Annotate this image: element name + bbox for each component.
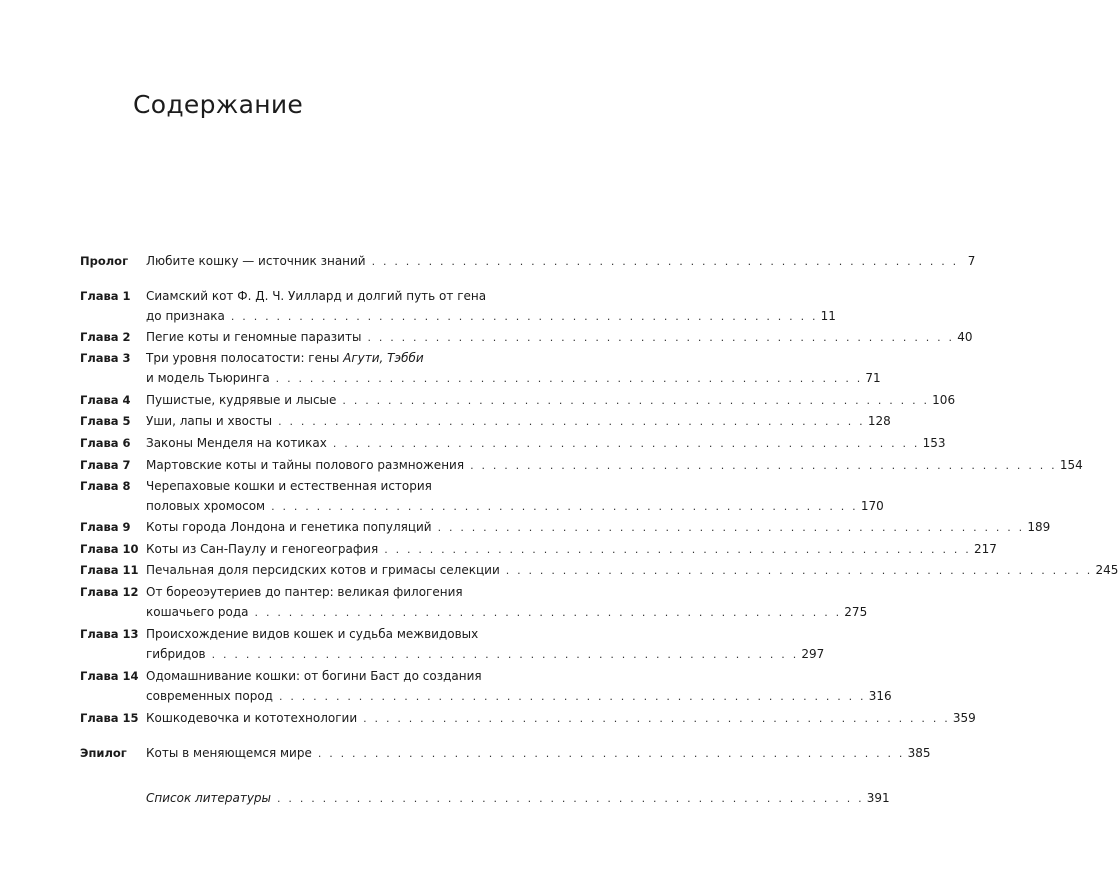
entry-title-line: [146, 666, 515, 686]
entry-title: Законы Менделя на котиках: [146, 436, 327, 450]
entry-title-line: [146, 327, 973, 347]
entry-title: Пушистые, кудрявые и лысые: [146, 393, 337, 407]
leader-dots: . . . . . . . . . . . . . . . . . . . . . . . . . . . . . . . . . . . . . . . . . . . . . . . . . . . .: [505, 564, 1093, 577]
entry-title-line: [146, 390, 956, 410]
entry-label: Глава 7: [80, 458, 131, 472]
entry-title-line-2: [146, 306, 836, 326]
entry-title: Печальная доля персидских котов и гримасы селекции: [146, 563, 500, 577]
entry-label: Глава 6: [80, 436, 131, 450]
leader-dots: . . . . . . . . . . . . . . . . . . . . . . . . . . . . . . . . . . . . . . . . . . . . . . . . . . . .: [342, 394, 930, 407]
entry-label: Глава 8: [80, 479, 131, 493]
entry-label: Глава 9: [80, 520, 131, 534]
entry-title: Одомашнивание кошки: от богини Баст до создания: [146, 669, 482, 683]
leader-dots: . . . . . . . . . . . . . . . . . . . . . . . . . . . . . . . . . . . . . . . . . . . . . . . . . . . .: [275, 372, 863, 385]
entry-title-cont: современных пород: [146, 689, 273, 703]
entry-title-cont: и модель Тьюринга: [146, 371, 270, 385]
entry-title: Пегие коты и геномные паразиты: [146, 330, 362, 344]
entry-label: Глава 5: [80, 414, 131, 428]
leader-dots: . . . . . . . . . . . . . . . . . . . . . . . . . . . . . . . . . . . . . . . . . . . . . . . . . . . .: [367, 331, 955, 344]
entry-title: Список литературы: [146, 791, 272, 805]
entry-title-italic: Агути, Тэбби: [343, 351, 424, 365]
entry-title-line: [146, 286, 515, 306]
entry-title-line: [146, 476, 515, 496]
entry-label: Глава 15: [80, 711, 139, 725]
entry-title-line: [146, 348, 515, 368]
entry-label: Глава 13: [80, 627, 139, 641]
entry-title-line-2: [146, 368, 881, 388]
entry-title-line: [146, 582, 515, 602]
entry-label: Пролог: [80, 254, 129, 268]
leader-dots: . . . . . . . . . . . . . . . . . . . . . . . . . . . . . . . . . . . . . . . . . . . . . . . . . . . .: [230, 310, 818, 323]
entry-title: Коты в меняющемся мире: [146, 746, 312, 760]
entry-title: Три уровня полосатости: гены: [146, 351, 344, 365]
entry-label: Глава 11: [80, 563, 139, 577]
entry-page: 245: [1095, 563, 1118, 577]
entry-label: Глава 12: [80, 585, 139, 599]
entry-page: 391: [866, 791, 890, 805]
entry-title-line: [146, 708, 976, 728]
entry-page: 189: [1027, 520, 1051, 534]
leader-dots: . . . . . . . . . . . . . . . . . . . . . . . . . . . . . . . . . . . . . . . . . . . . . . . . . . . .: [371, 255, 959, 268]
entry-page: 359: [952, 711, 976, 725]
entry-title-line: [146, 433, 946, 453]
entry-page: 170: [860, 499, 884, 513]
entry-title: Мартовские коты и тайны полового размножения: [146, 458, 465, 472]
entry-label: Глава 3: [80, 351, 131, 365]
entry-label: Глава 10: [80, 542, 139, 556]
leader-dots: . . . . . . . . . . . . . . . . . . . . . . . . . . . . . . . . . . . . . . . . . . . . . . . . . . . .: [317, 747, 905, 760]
page-title: Содержание: [133, 90, 304, 119]
leader-dots: . . . . . . . . . . . . . . . . . . . . . . . . . . . . . . . . . . . . . . . . . . . . . . . . . . . .: [332, 437, 920, 450]
entry-page: 297: [801, 647, 825, 661]
entry-title: Сиамский кот Ф. Д. Ч. Уиллард и долгий путь от гена: [146, 289, 487, 303]
leader-dots: . . . . . . . . . . . . . . . . . . . . . . . . . . . . . . . . . . . . . . . . . . . . . . . . . . . .: [271, 500, 858, 513]
entry-title-cont: гибридов: [146, 647, 206, 661]
leader-dots: . . . . . . . . . . . . . . . . . . . . . . . . . . . . . . . . . . . . . . . . . . . . . . . . . . . .: [437, 521, 1025, 534]
entry-title-cont: кошачьего рода: [146, 605, 249, 619]
leader-dots: . . . . . . . . . . . . . . . . . . . . . . . . . . . . . . . . . . . . . . . . . . . . . . . . . . . .: [470, 459, 1057, 472]
entry-title-line-2: [146, 644, 825, 664]
entry-title-line: [146, 455, 1083, 475]
entry-title-cont: половых хромосом: [146, 499, 266, 513]
entry-title-line-2: [146, 602, 868, 622]
entry-title-line: [146, 743, 931, 763]
entry-page: 385: [907, 746, 931, 760]
entry-title-line-2: [146, 686, 892, 706]
entry-title: Черепаховые кошки и естественная история: [146, 479, 432, 493]
leader-dots: . . . . . . . . . . . . . . . . . . . . . . . . . . . . . . . . . . . . . . . . . . . . . . . . . . . .: [277, 792, 864, 805]
entry-title-line: [146, 251, 976, 271]
entry-title: Кошкодевочка и кототехнологии: [146, 711, 358, 725]
entry-title: Уши, лапы и хвосты: [146, 414, 273, 428]
leader-dots: . . . . . . . . . . . . . . . . . . . . . . . . . . . . . . . . . . . . . . . . . . . . . . . . . . . .: [254, 606, 842, 619]
entry-label: Глава 4: [80, 393, 131, 407]
entry-page: 154: [1059, 458, 1083, 472]
entry-page: 40: [957, 330, 973, 344]
entry-title-line: [146, 539, 997, 559]
entry-label: Глава 14: [80, 669, 139, 683]
entry-page: 11: [820, 309, 836, 323]
entry-page: 7: [967, 254, 976, 268]
entry-title: Происхождение видов кошек и судьба межвидовых: [146, 627, 479, 641]
leader-dots: . . . . . . . . . . . . . . . . . . . . . . . . . . . . . . . . . . . . . . . . . . . . . . . . . . . .: [363, 712, 950, 725]
entry-label: Глава 2: [80, 330, 131, 344]
leader-dots: . . . . . . . . . . . . . . . . . . . . . . . . . . . . . . . . . . . . . . . . . . . . . . . . . . . .: [278, 690, 866, 703]
entry-label: Глава 1: [80, 289, 131, 303]
leader-dots: . . . . . . . . . . . . . . . . . . . . . . . . . . . . . . . . . . . . . . . . . . . . . . . . . . . .: [384, 543, 971, 556]
entry-title-line: [146, 560, 1118, 580]
entry-title: Любите кошку — источник знаний: [146, 254, 366, 268]
entry-page: 316: [868, 689, 892, 703]
entry-page: 275: [844, 605, 868, 619]
leader-dots: . . . . . . . . . . . . . . . . . . . . . . . . . . . . . . . . . . . . . . . . . . . . . . . . . . . .: [211, 648, 799, 661]
entry-title: От бореоэутериев до пантер: великая филогения: [146, 585, 463, 599]
entry-title: Коты города Лондона и генетика популяций: [146, 520, 432, 534]
entry-title: Коты из Сан-Паулу и геногеография: [146, 542, 379, 556]
entry-label: Эпилог: [80, 746, 127, 760]
entry-title-line-2: [146, 496, 884, 516]
entry-page: 153: [922, 436, 946, 450]
entry-title-line: [146, 624, 515, 644]
leader-dots: . . . . . . . . . . . . . . . . . . . . . . . . . . . . . . . . . . . . . . . . . . . . . . . . . . . .: [278, 415, 865, 428]
entry-page: 106: [932, 393, 956, 407]
entry-title-line: [146, 517, 1051, 537]
entry-title-cont: до признака: [146, 309, 225, 323]
entry-page: 71: [865, 371, 881, 385]
entry-page: 217: [973, 542, 997, 556]
entry-page: 128: [867, 414, 891, 428]
entry-title-line: [146, 788, 890, 808]
entry-title-line: [146, 411, 891, 431]
